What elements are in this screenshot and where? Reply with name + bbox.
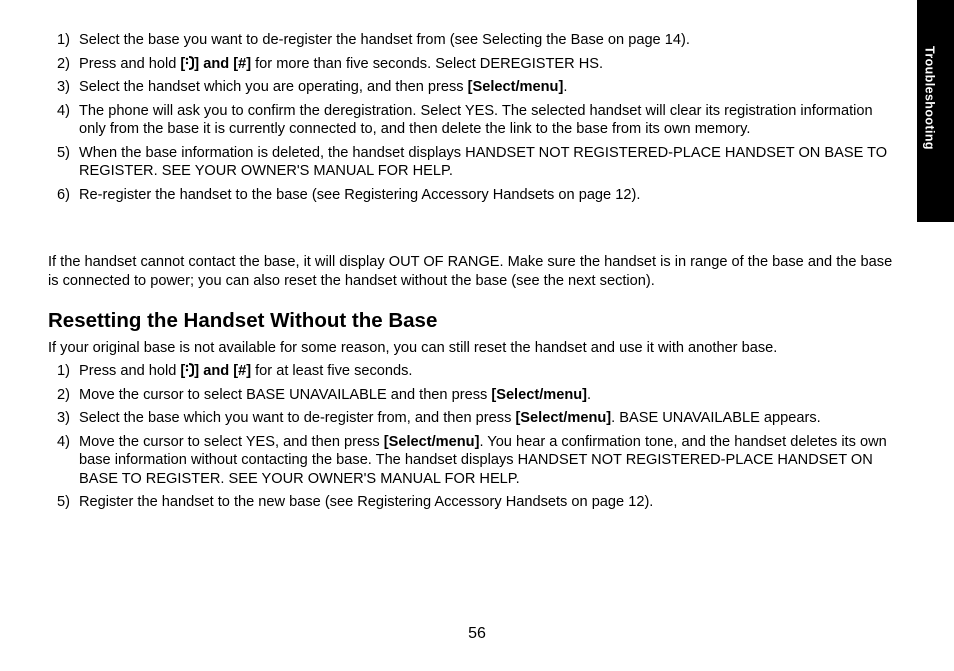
step-number: 2) <box>57 55 70 72</box>
step-number: 4) <box>57 433 70 450</box>
step-text: Select the base which you want to de-register from, and then press <box>79 410 516 426</box>
list-item <box>0 362 899 381</box>
step-number: 5) <box>57 144 70 161</box>
step-text: for more than five seconds. Select DEREGISTER HS. <box>251 55 604 72</box>
step-text: Register the handset to the new base (see Registering Accessory Handsets on page 12). <box>79 494 654 510</box>
step-number: 1) <box>57 32 70 48</box>
step-text: Move the cursor to select BASE UNAVAILABLE and then press <box>79 386 492 403</box>
key-close-bracket: ] and <box>194 55 234 72</box>
list-item <box>0 433 899 489</box>
step-number: 3) <box>57 79 70 95</box>
step-text: Move the cursor to select YES, and then press <box>79 433 384 450</box>
step-text: for at least five seconds. <box>251 363 413 379</box>
out-of-range-paragraph: If the handset cannot contact the base, it will display OUT OF RANGE. Make sure the handset is in range of the base and the base is connected to power; you can also reset the handset without the base (see the next section). <box>48 254 893 289</box>
step-text: Re-register the handset to the base (see Registering Accessory Handsets on page 12). <box>79 186 641 203</box>
handset-intercom-icon <box>185 363 194 377</box>
section-tab <box>917 0 954 222</box>
section-tab-label: Troubleshooting <box>922 46 937 150</box>
step-number: 3) <box>57 410 70 426</box>
step-number: 5) <box>57 494 70 510</box>
key-pound: [#] <box>233 363 252 379</box>
step-text: When the base information is deleted, the handset displays HANDSET NOT REGISTERED-PLACE HANDSET ON BASE TO REGISTER. SEE YOUR OWNER'S MANUAL FOR HELP. <box>79 144 888 179</box>
key-open-bracket: [ <box>180 55 186 72</box>
key-open-bracket: [ <box>180 363 186 379</box>
section-intro-paragraph: If your original base is not available for some reason, you can still reset the handset and use it with another base. <box>48 340 778 356</box>
page-number: 56 <box>468 625 486 642</box>
step-text: Select the handset which you are operating, and then press <box>79 79 468 95</box>
list-item <box>0 186 899 205</box>
list-item <box>0 55 899 74</box>
step-number: 6) <box>57 186 70 203</box>
handset-intercom-icon <box>185 56 194 70</box>
list-item <box>0 102 899 139</box>
list-item <box>0 78 899 97</box>
reset-steps-list <box>0 362 899 517</box>
step-text: Press and hold <box>79 55 181 72</box>
key-close-bracket: ] and <box>194 363 234 379</box>
list-item <box>0 493 899 512</box>
deregister-steps-list <box>0 31 899 209</box>
step-number: 4) <box>57 102 70 119</box>
list-item <box>0 386 899 405</box>
key-select-menu: [Select/menu] <box>515 410 612 426</box>
step-text: . <box>563 79 568 95</box>
step-text: The phone will ask you to confirm the deregistration. Select YES. The selected handset will clear its registration information only from the base it is currently connected to, and then delete the link to the base from its own memory. <box>79 102 873 137</box>
step-number: 1) <box>57 363 70 379</box>
list-item <box>0 144 899 181</box>
step-text: . <box>587 386 592 403</box>
step-text: Select the base you want to de-register the handset from (see Selecting the Base on page 14). <box>79 32 690 48</box>
step-text: . BASE UNAVAILABLE appears. <box>611 410 821 426</box>
key-select-menu: [Select/menu] <box>491 386 588 403</box>
key-select-menu: [Select/menu] <box>467 79 564 95</box>
step-text: . You hear a confirmation tone, and the handset deletes its own base information without contacting the base. The handset displays HANDSET NOT REGISTERED-PLACE HANDSET ON BASE TO REGISTER. SEE YOUR OWNER'S MANUAL FOR HELP. <box>79 433 887 487</box>
key-pound: [#] <box>233 55 252 72</box>
section-heading: Resetting the Handset Without the Base <box>48 309 438 332</box>
key-select-menu: [Select/menu] <box>383 433 480 450</box>
step-text: Press and hold <box>79 363 181 379</box>
list-item <box>0 409 899 428</box>
step-number: 2) <box>57 386 70 403</box>
list-item <box>0 31 899 50</box>
